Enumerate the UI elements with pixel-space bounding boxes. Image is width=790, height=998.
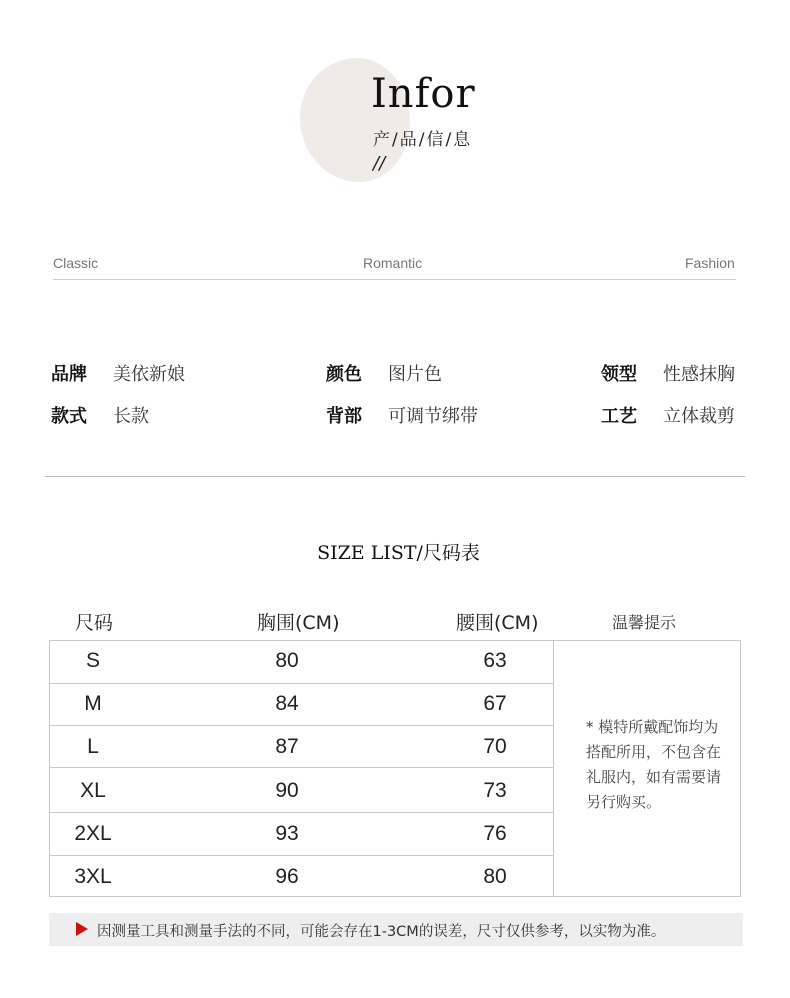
table-row-divider [49,855,554,856]
cell-waist: 67 [483,692,507,715]
cell-waist: 70 [483,735,507,758]
cell-size: 3XL [74,865,112,888]
tagline-divider [53,279,736,280]
footer-notice-text: 因测量工具和测量手法的不同，可能会存在1-3CM的误差，尺寸仅供参考，以实物为准。 [97,924,666,940]
cell-waist: 76 [483,822,507,845]
header-bust: 胸围(CM) [257,612,340,634]
table-row-divider [49,812,554,813]
info-value-style: 长款 [113,406,149,427]
info-divider [45,476,745,477]
info-label-neckline: 领型 [601,364,637,385]
info-value-color: 图片色 [388,364,442,385]
header-tips: 温馨提示 [612,613,677,632]
header-waist: 腰围(CM) [456,612,539,634]
tagline-classic: Classic [53,255,99,271]
cell-size: 2XL [74,822,112,845]
play-arrow-icon [76,922,88,936]
cell-bust: 90 [275,779,299,802]
cell-size: XL [80,779,106,802]
title-slash-mark: // [373,153,386,174]
accessory-note: * 模特所戴配饰均为搭配所用，不包含在礼服内，如有需要请另行购买。 [586,718,722,811]
cell-bust: 96 [275,865,299,888]
page-subtitle: 产/品/信/息 [373,130,473,150]
tagline-fashion: Fashion [685,255,735,271]
cell-bust: 80 [275,649,299,672]
cell-size: M [84,692,102,715]
table-row-divider [49,683,554,684]
info-label-style: 款式 [51,406,87,427]
info-value-brand: 美依新娘 [113,364,185,385]
info-label-color: 颜色 [326,364,362,385]
info-value-craft: 立体裁剪 [663,406,735,427]
info-label-brand: 品牌 [51,364,87,385]
info-value-neckline: 性感抹胸 [663,364,735,385]
info-label-back: 背部 [326,406,362,427]
cell-bust: 84 [275,692,299,715]
cell-waist: 73 [483,779,507,802]
table-divider-vertical [553,640,554,897]
cell-waist: 80 [483,865,507,888]
tagline-romantic: Romantic [363,255,423,271]
cell-bust: 87 [275,735,299,758]
info-value-back: 可调节绑带 [388,406,478,427]
table-row-divider [49,767,554,768]
cell-bust: 93 [275,822,299,845]
cell-size: L [87,735,99,758]
cell-waist: 63 [483,649,507,672]
cell-size: S [85,649,100,672]
header-size: 尺码 [75,612,114,634]
size-list-title: SIZE LIST/尺码表 [317,542,480,564]
info-label-craft: 工艺 [601,406,637,427]
page-title: Infor [371,71,476,117]
table-row-divider [49,725,554,726]
